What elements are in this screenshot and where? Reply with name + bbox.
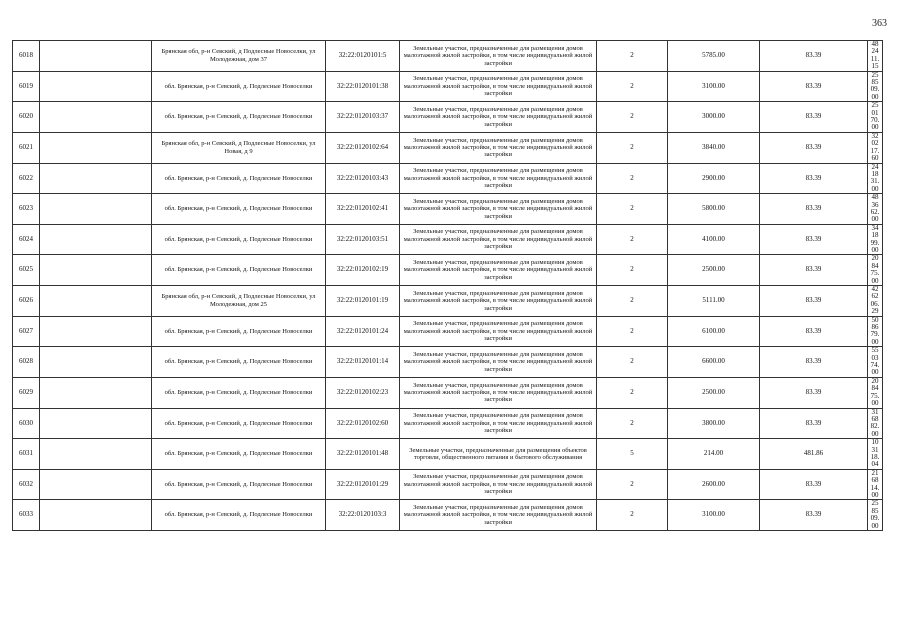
address-cell: обл. Брянская, р-н Севский, д. Подлесные Новоселки — [152, 255, 326, 286]
row-number: 6025 — [13, 255, 40, 286]
rate-cell: 83.39 — [760, 102, 868, 133]
area-cell: 6100.00 — [668, 316, 760, 347]
spacer-cell — [40, 102, 152, 133]
cadastral-number-cell: 32:22:0120102:19 — [326, 255, 400, 286]
row-number: 6024 — [13, 224, 40, 255]
cadastral-value-cell: 103118.04 — [868, 439, 883, 470]
area-cell: 5111.00 — [668, 286, 760, 317]
rate-cell: 83.39 — [760, 132, 868, 163]
table-row — [13, 439, 883, 470]
area-cell: 2900.00 — [668, 163, 760, 194]
cadastral-number-cell: 32:22:0120103:37 — [326, 102, 400, 133]
cadastral-number-cell: 32:22:0120101:48 — [326, 439, 400, 470]
row-number: 6018 — [13, 41, 40, 72]
table-body — [13, 41, 883, 531]
group-cell: 2 — [597, 469, 668, 500]
cadastral-value-cell: 482411.15 — [868, 41, 883, 72]
rate-cell: 83.39 — [760, 163, 868, 194]
address-cell: Брянская обл, р-н Севский, д Подлесные Новоселки, ул Новая, д 9 — [152, 132, 326, 163]
row-number: 6020 — [13, 102, 40, 133]
cadastral-value-cell: 216814.00 — [868, 469, 883, 500]
group-cell: 2 — [597, 71, 668, 102]
area-cell: 2500.00 — [668, 377, 760, 408]
spacer-cell — [40, 41, 152, 72]
land-use-cell: Земельные участки, предназначенные для размещения домов малоэтажной жилой застройки, в том числе индивидуальной жилой застройки — [400, 71, 597, 102]
group-cell: 2 — [597, 102, 668, 133]
rate-cell: 83.39 — [760, 286, 868, 317]
address-cell: обл. Брянская, р-н Севский, д. Подлесные Новоселки — [152, 224, 326, 255]
group-cell: 2 — [597, 41, 668, 72]
spacer-cell — [40, 286, 152, 317]
row-number: 6022 — [13, 163, 40, 194]
land-use-cell: Земельные участки, предназначенные для размещения домов малоэтажной жилой застройки, в том числе индивидуальной жилой застройки — [400, 286, 597, 317]
address-cell: обл. Брянская, р-н Севский, д. Подлесные Новоселки — [152, 500, 326, 531]
cadastral-number-cell: 32:22:0120101:5 — [326, 41, 400, 72]
rate-cell: 83.39 — [760, 41, 868, 72]
table-row — [13, 469, 883, 500]
land-use-cell: Земельные участки, предназначенные для размещения домов малоэтажной жилой застройки, в том числе индивидуальной жилой застройки — [400, 224, 597, 255]
row-number: 6026 — [13, 286, 40, 317]
cadastral-value-cell: 250170.00 — [868, 102, 883, 133]
group-cell: 5 — [597, 439, 668, 470]
land-use-cell: Земельные участки, предназначенные для размещения объектов торговли, общественного питания и бытового обслуживания — [400, 439, 597, 470]
cadastral-number-cell: 32:22:0120102:23 — [326, 377, 400, 408]
table-row — [13, 286, 883, 317]
cadastral-value-cell: 241831.00 — [868, 163, 883, 194]
cadastral-number-cell: 32:22:0120103:43 — [326, 163, 400, 194]
group-cell: 2 — [597, 408, 668, 439]
row-number: 6029 — [13, 377, 40, 408]
spacer-cell — [40, 377, 152, 408]
spacer-cell — [40, 194, 152, 225]
cadastral-value-table — [12, 40, 883, 531]
cadastral-value-cell: 508679.00 — [868, 316, 883, 347]
table-row — [13, 71, 883, 102]
group-cell: 2 — [597, 500, 668, 531]
table-row — [13, 377, 883, 408]
address-cell: обл. Брянская, р-н Севский, д. Подлесные Новоселки — [152, 194, 326, 225]
area-cell: 3100.00 — [668, 500, 760, 531]
row-number: 6027 — [13, 316, 40, 347]
row-number: 6031 — [13, 439, 40, 470]
land-use-cell: Земельные участки, предназначенные для размещения домов малоэтажной жилой застройки, в том числе индивидуальной жилой застройки — [400, 377, 597, 408]
table-row — [13, 224, 883, 255]
address-cell: обл. Брянская, р-н Севский, д. Подлесные Новоселки — [152, 377, 326, 408]
area-cell: 3800.00 — [668, 408, 760, 439]
land-use-cell: Земельные участки, предназначенные для размещения домов малоэтажной жилой застройки, в том числе индивидуальной жилой застройки — [400, 194, 597, 225]
group-cell: 2 — [597, 132, 668, 163]
table-row — [13, 41, 883, 72]
address-cell: обл. Брянская, р-н Севский, д. Подлесные Новоселки — [152, 347, 326, 378]
rate-cell: 83.39 — [760, 71, 868, 102]
group-cell: 2 — [597, 316, 668, 347]
table-row — [13, 255, 883, 286]
rate-cell: 83.39 — [760, 194, 868, 225]
area-cell: 2600.00 — [668, 469, 760, 500]
row-number: 6032 — [13, 469, 40, 500]
address-cell: Брянская обл, р-н Севский, д Подлесные Новоселки, ул Молодежная, дом 25 — [152, 286, 326, 317]
cadastral-number-cell: 32:22:0120101:19 — [326, 286, 400, 317]
group-cell: 2 — [597, 163, 668, 194]
spacer-cell — [40, 408, 152, 439]
group-cell: 2 — [597, 286, 668, 317]
table-row — [13, 316, 883, 347]
cadastral-value-cell: 426206.29 — [868, 286, 883, 317]
table-row — [13, 347, 883, 378]
group-cell: 2 — [597, 224, 668, 255]
land-use-cell: Земельные участки, предназначенные для размещения домов малоэтажной жилой застройки, в том числе индивидуальной жилой застройки — [400, 132, 597, 163]
spacer-cell — [40, 163, 152, 194]
row-number: 6021 — [13, 132, 40, 163]
address-cell: обл. Брянская, р-н Севский, д. Подлесные Новоселки — [152, 408, 326, 439]
rate-cell: 83.39 — [760, 469, 868, 500]
cadastral-number-cell: 32:22:0120101:24 — [326, 316, 400, 347]
cadastral-number-cell: 32:22:0120101:14 — [326, 347, 400, 378]
table-row — [13, 163, 883, 194]
group-cell: 2 — [597, 255, 668, 286]
cadastral-value-cell: 258509.00 — [868, 500, 883, 531]
cadastral-value-cell: 316882.00 — [868, 408, 883, 439]
area-cell: 6600.00 — [668, 347, 760, 378]
table-row — [13, 194, 883, 225]
row-number: 6033 — [13, 500, 40, 531]
cadastral-value-cell: 483662.00 — [868, 194, 883, 225]
area-cell: 5785.00 — [668, 41, 760, 72]
spacer-cell — [40, 255, 152, 286]
land-use-cell: Земельные участки, предназначенные для размещения домов малоэтажной жилой застройки, в том числе индивидуальной жилой застройки — [400, 102, 597, 133]
cadastral-value-cell: 550374.00 — [868, 347, 883, 378]
address-cell: обл. Брянская, р-н Севский, д. Подлесные Новоселки — [152, 469, 326, 500]
cadastral-value-cell: 208475.00 — [868, 377, 883, 408]
rate-cell: 481.86 — [760, 439, 868, 470]
area-cell: 3100.00 — [668, 71, 760, 102]
group-cell: 2 — [597, 194, 668, 225]
rate-cell: 83.39 — [760, 377, 868, 408]
spacer-cell — [40, 316, 152, 347]
row-number: 6028 — [13, 347, 40, 378]
area-cell: 2500.00 — [668, 255, 760, 286]
spacer-cell — [40, 469, 152, 500]
area-cell: 214.00 — [668, 439, 760, 470]
rate-cell: 83.39 — [760, 500, 868, 531]
table-row — [13, 132, 883, 163]
cadastral-value-cell: 341899.00 — [868, 224, 883, 255]
table-row — [13, 408, 883, 439]
cadastral-value-cell: 320217.60 — [868, 132, 883, 163]
land-use-cell: Земельные участки, предназначенные для размещения домов малоэтажной жилой застройки, в том числе индивидуальной жилой застройки — [400, 347, 597, 378]
row-number: 6019 — [13, 71, 40, 102]
group-cell: 2 — [597, 377, 668, 408]
cadastral-number-cell: 32:22:0120101:38 — [326, 71, 400, 102]
address-cell: Брянская обл, р-н Севский, д Подлесные Новоселки, ул Молодежная, дом 37 — [152, 41, 326, 72]
rate-cell: 83.39 — [760, 224, 868, 255]
row-number: 6023 — [13, 194, 40, 225]
cadastral-number-cell: 32:22:0120102:41 — [326, 194, 400, 225]
land-use-cell: Земельные участки, предназначенные для размещения домов малоэтажной жилой застройки, в том числе индивидуальной жилой застройки — [400, 500, 597, 531]
address-cell: обл. Брянская, р-н Севский, д. Подлесные Новоселки — [152, 163, 326, 194]
rate-cell: 83.39 — [760, 408, 868, 439]
spacer-cell — [40, 224, 152, 255]
address-cell: обл. Брянская, р-н Севский, д. Подлесные Новоселки — [152, 439, 326, 470]
land-use-cell: Земельные участки, предназначенные для размещения домов малоэтажной жилой застройки, в том числе индивидуальной жилой застройки — [400, 316, 597, 347]
cadastral-number-cell: 32:22:0120102:60 — [326, 408, 400, 439]
table-row — [13, 500, 883, 531]
spacer-cell — [40, 347, 152, 378]
cadastral-value-cell: 258509.00 — [868, 71, 883, 102]
cadastral-number-cell: 32:22:0120101:29 — [326, 469, 400, 500]
area-cell: 3840.00 — [668, 132, 760, 163]
cadastral-number-cell: 32:22:0120103:3 — [326, 500, 400, 531]
row-number: 6030 — [13, 408, 40, 439]
area-cell: 4100.00 — [668, 224, 760, 255]
page-number: 363 — [872, 18, 887, 29]
area-cell: 5800.00 — [668, 194, 760, 225]
table-row — [13, 102, 883, 133]
group-cell: 2 — [597, 347, 668, 378]
address-cell: обл. Брянская, р-н Севский, д. Подлесные Новоселки — [152, 102, 326, 133]
land-use-cell: Земельные участки, предназначенные для размещения домов малоэтажной жилой застройки, в том числе индивидуальной жилой застройки — [400, 408, 597, 439]
area-cell: 3000.00 — [668, 102, 760, 133]
address-cell: обл. Брянская, р-н Севский, д. Подлесные Новоселки — [152, 71, 326, 102]
cadastral-number-cell: 32:22:0120102:64 — [326, 132, 400, 163]
rate-cell: 83.39 — [760, 316, 868, 347]
rate-cell: 83.39 — [760, 347, 868, 378]
spacer-cell — [40, 500, 152, 531]
rate-cell: 83.39 — [760, 255, 868, 286]
land-use-cell: Земельные участки, предназначенные для размещения домов малоэтажной жилой застройки, в том числе индивидуальной жилой застройки — [400, 255, 597, 286]
land-use-cell: Земельные участки, предназначенные для размещения домов малоэтажной жилой застройки, в том числе индивидуальной жилой застройки — [400, 163, 597, 194]
land-use-cell: Земельные участки, предназначенные для размещения домов малоэтажной жилой застройки, в том числе индивидуальной жилой застройки — [400, 469, 597, 500]
spacer-cell — [40, 71, 152, 102]
land-use-cell: Земельные участки, предназначенные для размещения домов малоэтажной жилой застройки, в том числе индивидуальной жилой застройки — [400, 41, 597, 72]
spacer-cell — [40, 439, 152, 470]
cadastral-value-cell: 208475.00 — [868, 255, 883, 286]
spacer-cell — [40, 132, 152, 163]
address-cell: обл. Брянская, р-н Севский, д. Подлесные Новоселки — [152, 316, 326, 347]
cadastral-number-cell: 32:22:0120103:51 — [326, 224, 400, 255]
